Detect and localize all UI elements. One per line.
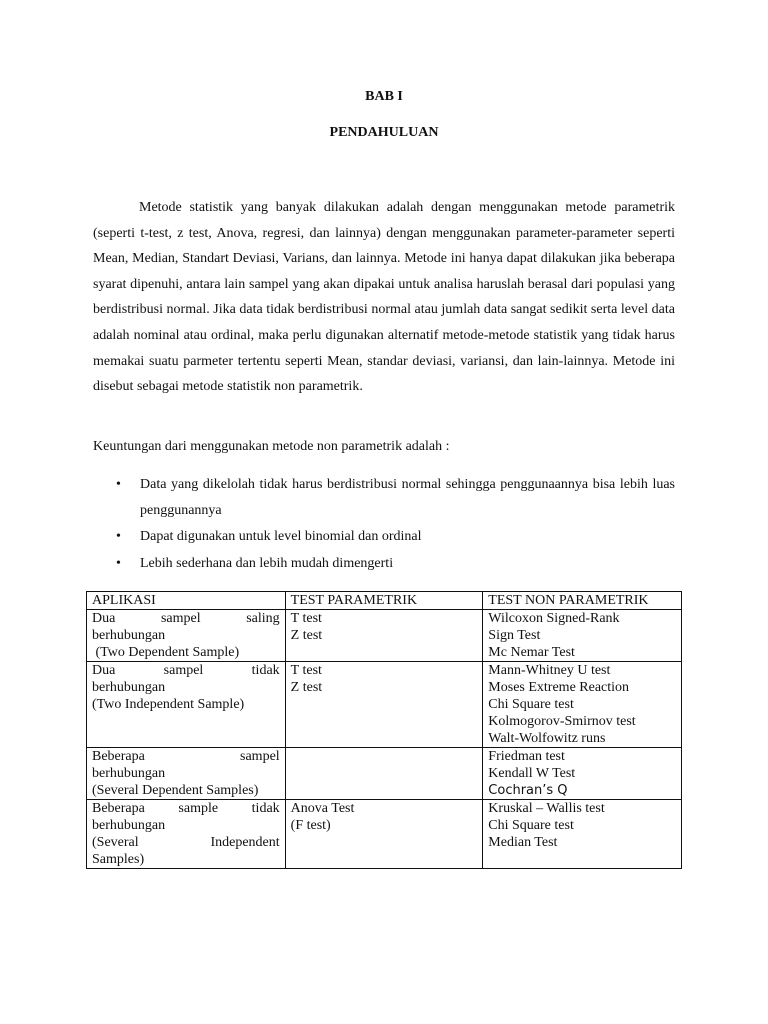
non-parametrik-cell [483, 800, 682, 869]
cell-line: Anova Test [290, 801, 355, 816]
cell-line: Beberapa sampel [92, 749, 280, 764]
advantages-list [93, 472, 675, 576]
aplikasi-cell [87, 610, 286, 662]
cell-line: Mc Nemar Test [488, 645, 575, 660]
cell-line: berhubungan [92, 680, 166, 695]
aplikasi-cell [87, 662, 286, 748]
cell-line: Median Test [488, 835, 558, 850]
chapter-title: PENDAHULUAN [329, 125, 439, 140]
aplikasi-cell [87, 800, 286, 869]
cell-line: T test [290, 611, 322, 626]
list-item [93, 472, 675, 523]
list-item [93, 524, 675, 550]
list-item-text: Dapat digunakan untuk level binomial dan ordinal [140, 529, 422, 545]
cell-line: T test [290, 663, 322, 678]
parametrik-cell [285, 748, 483, 800]
table-row [87, 610, 682, 662]
table-header-row [87, 592, 682, 610]
cell-line: Beberapa sample tidak [92, 801, 280, 816]
cell-line: Kolmogorov-Smirnov test [488, 714, 636, 729]
table-row [87, 662, 682, 748]
chapter-number: BAB I [365, 89, 403, 104]
cell-line: Wilcoxon Signed-Rank [488, 611, 620, 626]
column-header-aplikasi: APLIKASI [87, 592, 286, 610]
cell-line: Cochran’s Q [488, 783, 568, 798]
cell-line: berhubungan [92, 766, 166, 781]
cell-line: berhubungan [92, 628, 166, 643]
cell-line: Kruskal – Wallis test [488, 801, 605, 816]
bullet-icon: • [116, 555, 121, 571]
cell-line: (Several Dependent Samples) [92, 783, 259, 798]
cell-line: (Two Independent Sample) [92, 697, 245, 712]
cell-line: Dua sampel tidak [92, 663, 280, 678]
cell-line: Z test [290, 628, 323, 643]
cell-line: (Two Dependent Sample) [92, 645, 240, 660]
table-row [87, 748, 682, 800]
list-item [93, 551, 675, 577]
cell-line: Friedman test [488, 749, 565, 764]
non-parametrik-cell [483, 610, 682, 662]
list-item-text: Data yang dikelolah tidak harus berdistribusi normal sehingga penggunaannya bisa lebih luas penggunannya [140, 477, 675, 518]
cell-line: Sign Test [488, 628, 541, 643]
bullet-icon: • [116, 477, 121, 492]
aplikasi-cell [87, 748, 286, 800]
cell-line: (Several Independent [92, 835, 280, 850]
parametrik-cell [285, 610, 483, 662]
cell-line: Mann-Whitney U test [488, 663, 611, 678]
parametrik-cell [285, 800, 483, 869]
comparison-table [86, 591, 682, 869]
cell-line: Walt-Wolfowitz runs [488, 731, 606, 746]
cell-line: (F test) [290, 818, 331, 833]
intro-paragraph: Metode statistik yang banyak dilakukan adalah dengan menggunakan metode parametrik (seperti t-test, z test, Anova, regresi, dan lainnya) dengan menggunakan parameter-parameter seperti Mean, Median, Standart Deviasi, Varians, dan lainnya. Metode ini hanya dapat dilakukan jika beberapa syarat dipenuhi, antara lain sampel yang akan dipakai untuk analisa haruslah berasal dari populasi yang berdistribusi normal. Jika data tidak berdistribusi normal atau jumlah data sangat sedikit serta level data adalah nominal atau ordinal, maka perlu digunakan alternatif metode-metode statistik yang tidak harus memakai suatu parmeter tertentu seperti Mean, standar deviasi, variansi, dan lain-lainnya. Metode ini disebut sebagai metode statistik non parametrik. [93, 200, 675, 395]
cell-line: Z test [290, 680, 323, 695]
column-header-parametrik: TEST PARAMETRIK [285, 592, 483, 610]
column-header-non-parametrik: TEST NON PARAMETRIK [483, 592, 682, 610]
table-row [87, 800, 682, 869]
list-item-text: Lebih sederhana dan lebih mudah dimengerti [140, 555, 394, 571]
cell-line: Chi Square test [488, 697, 574, 712]
cell-line: Samples) [92, 852, 145, 867]
non-parametrik-cell [483, 748, 682, 800]
cell-line: Moses Extreme Reaction [488, 680, 630, 695]
cell-line: Dua sampel saling [92, 611, 280, 626]
non-parametrik-cell [483, 662, 682, 748]
cell-line: Kendall W Test [488, 766, 576, 781]
cell-line: Chi Square test [488, 818, 574, 833]
advantages-intro: Keuntungan dari menggunakan metode non parametrik adalah : [93, 439, 450, 454]
parametrik-cell [285, 662, 483, 748]
cell-line: berhubungan [92, 818, 166, 833]
bullet-icon: • [116, 529, 121, 545]
